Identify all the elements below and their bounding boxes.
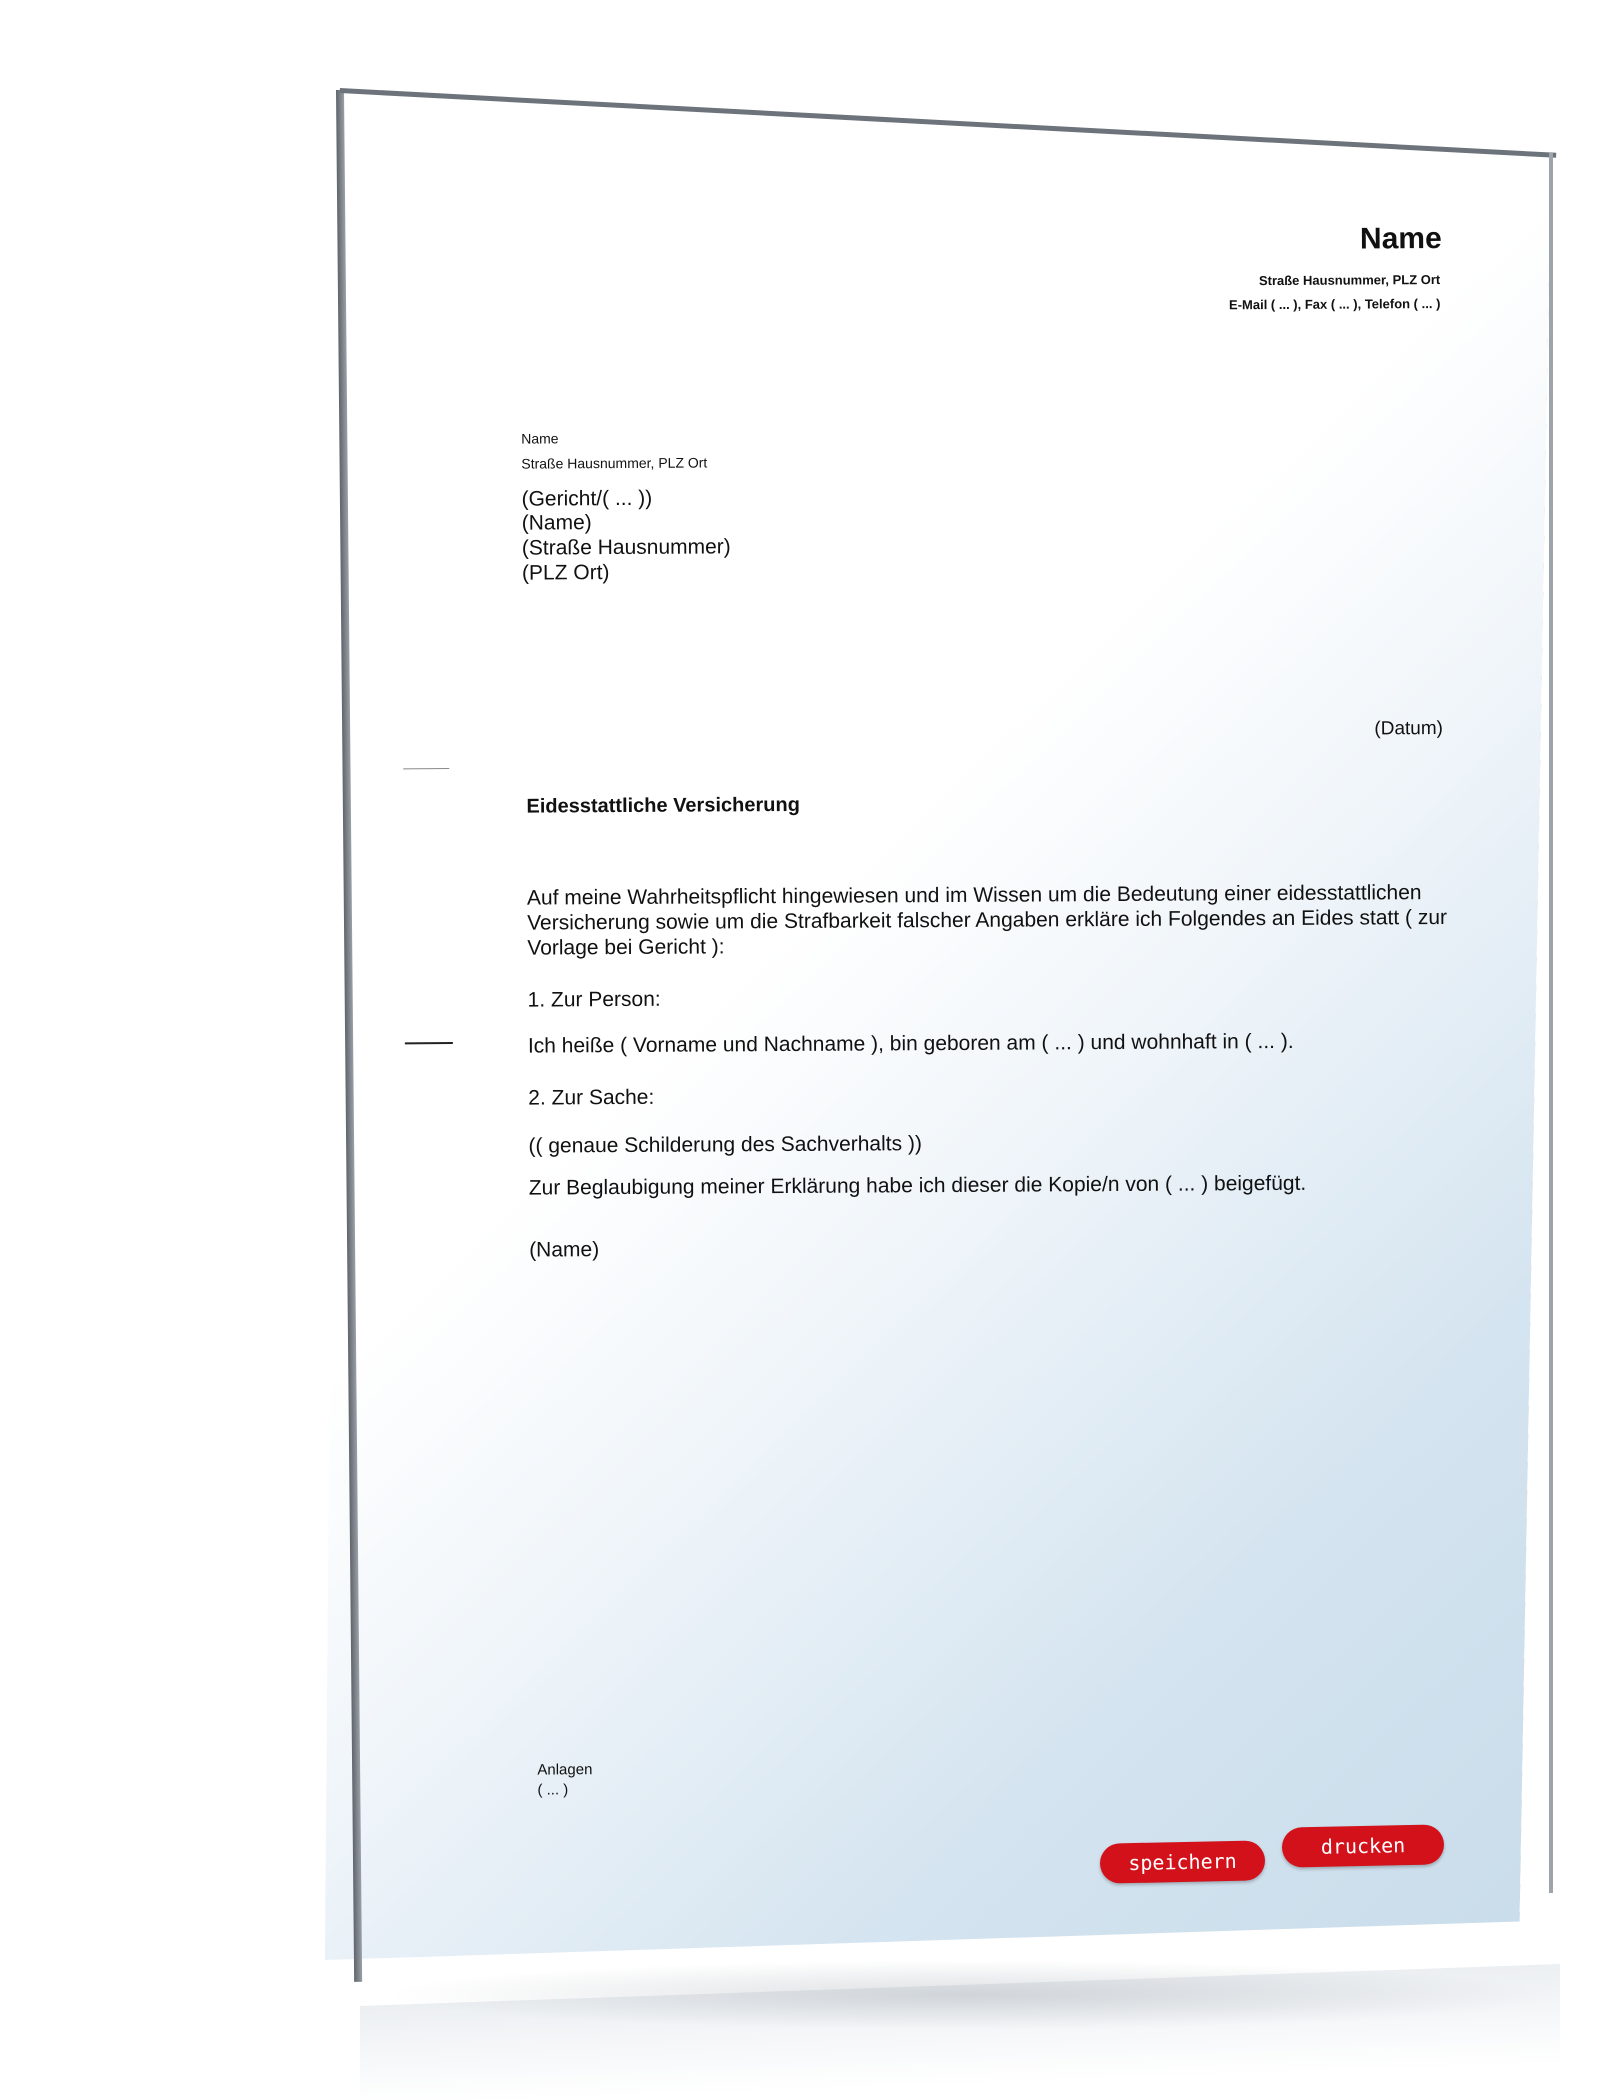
section-person-heading: 1. Zur Person: [527,987,661,1012]
attachment-statement: Zur Beglaubigung meiner Erklärung habe ich dieser die Kopie/n von ( ... ) beigefügt. [528,1171,1307,1200]
print-button[interactable]: drucken [1282,1824,1445,1867]
fold-mark [403,768,449,769]
sender-street: Straße Hausnummer, PLZ Ort [1258,271,1441,289]
letter-subject: Eidesstattliche Versicherung [526,793,800,818]
letter-date: (Datum) [1374,717,1444,740]
return-address-name: Name [521,430,559,447]
sender-name: Name [1359,221,1442,256]
return-address-street: Straße Hausnummer, PLZ Ort [521,454,708,472]
sender-contact: E-Mail ( ... ), Fax ( ... ), Telefon ( ... ) [1228,295,1441,313]
recipient-name: (Name) [521,511,592,535]
intro-line: Versicherung sowie um die Strafbarkeit falscher Angaben erkläre ich Folgendes an Eides statt ( zur [527,905,1448,935]
attachments-value: ( ... ) [537,1781,569,1799]
recipient-street: (Straße Hausnummer) [521,535,731,560]
attachments-label: Anlagen [537,1761,593,1779]
punch-mark [405,1042,453,1044]
intro-line: Vorlage bei Gericht ): [527,935,725,960]
save-button[interactable]: speichern [1100,1840,1266,1883]
intro-line: Auf meine Wahrheitspflicht hingewiesen und im Wissen um die Bedeutung einer eidesstattlichen [526,881,1422,910]
signature-name: (Name) [529,1238,600,1262]
recipient-court: (Gericht/( ... )) [521,486,653,511]
section-matter-heading: 2. Zur Sache: [528,1085,655,1110]
section-person-text: Ich heiße ( Vorname und Nachname ), bin geboren am ( ... ) und wohnhaft in ( ... ). [527,1029,1294,1058]
recipient-city: (PLZ Ort) [521,561,610,585]
section-matter-text: (( genaue Schilderung des Sachverhalts )) [528,1132,922,1158]
